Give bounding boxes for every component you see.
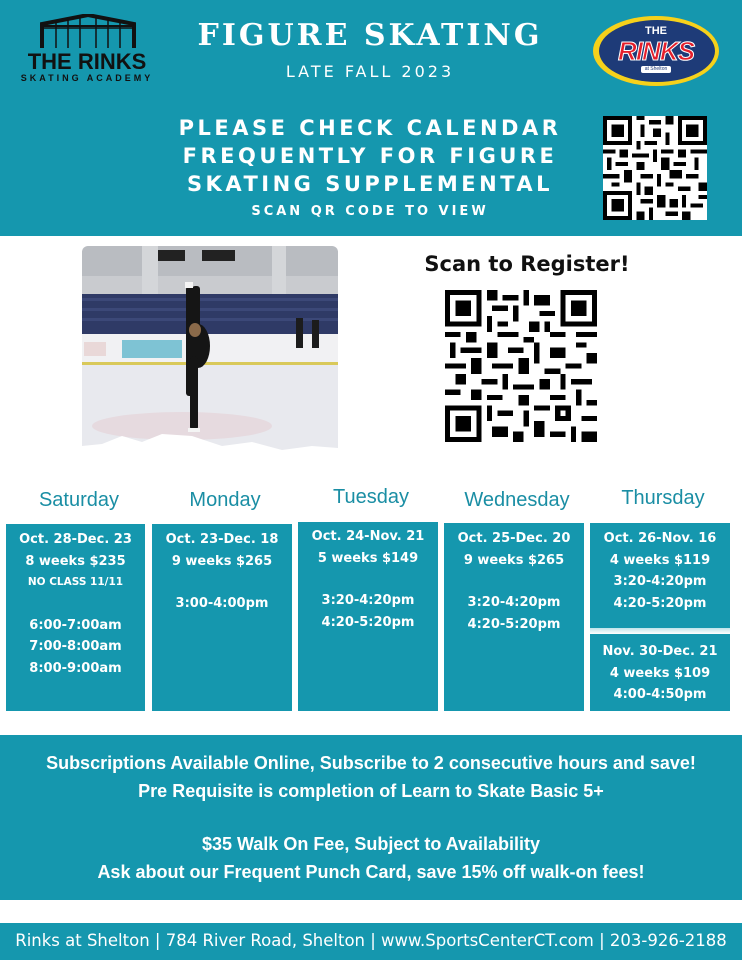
day-heading-saturday: Saturday xyxy=(38,489,120,511)
logo-name: THE RINKS xyxy=(27,49,147,74)
spacer xyxy=(152,572,292,593)
spacer xyxy=(444,571,584,592)
notice-line: SKATING SUPPLEMENTAL xyxy=(186,172,554,196)
date-range: Oct. 24-Nov. 21 xyxy=(311,529,425,544)
day-heading-wednesday: Wednesday xyxy=(464,489,570,511)
page-title: FIGURE SKATING xyxy=(197,18,543,53)
calendar-qr-code-icon[interactable] xyxy=(603,116,707,220)
logo-subtitle: SKATING ACADEMY xyxy=(20,73,154,83)
time-slot: 3:20-4:20pm xyxy=(613,574,707,589)
building-icon xyxy=(38,14,138,48)
schedule-box-wednesday xyxy=(444,523,584,711)
logo-at-shelton: at Shelton xyxy=(641,66,671,73)
price: 8 weeks $235 xyxy=(25,553,126,569)
price: 9 weeks $265 xyxy=(463,552,565,568)
time-slot: 4:20-5:20pm xyxy=(321,614,415,630)
spacer xyxy=(6,594,145,615)
walk-on-fee-info: $35 Walk On Fee, Subject to Availability xyxy=(201,834,541,854)
notice-line: PLEASE CHECK CALENDAR xyxy=(178,116,562,140)
date-range: Oct. 23-Dec. 18 xyxy=(165,532,279,547)
date-range: Oct. 26-Nov. 16 xyxy=(603,531,717,546)
time-slot: 4:00-4:50pm xyxy=(613,687,707,702)
punch-card-info: Ask about our Frequent Punch Card, save 15% off walk-on fees! xyxy=(97,862,645,882)
day-heading-thursday: Thursday xyxy=(621,487,705,509)
calendar-notice xyxy=(150,114,590,198)
the-rinks-logo xyxy=(593,16,719,86)
time-slot: 7:00-8:00am xyxy=(29,639,122,654)
season-subtitle: LATE FALL 2023 xyxy=(285,62,455,81)
price: 4 weeks $119 xyxy=(609,552,711,568)
price: 5 weeks $149 xyxy=(317,550,419,566)
no-class-note: NO CLASS 11/11 xyxy=(27,576,124,588)
subscription-info: Subscriptions Available Online, Subscribe to 2 consecutive hours and save! xyxy=(46,753,696,773)
schedule-box-tuesday xyxy=(298,522,438,711)
schedule-box-monday xyxy=(152,524,292,711)
time-slot: 3:20-4:20pm xyxy=(321,593,415,608)
schedule-box-saturday xyxy=(6,524,145,711)
logo-rinks: RINKS xyxy=(618,36,694,66)
figure-skater-image xyxy=(82,246,338,464)
schedule-box-thursday-session2 xyxy=(590,634,730,711)
time-slot: 3:00-4:00pm xyxy=(175,596,269,611)
scan-qr-instruction: SCAN QR CODE TO VIEW xyxy=(251,204,489,219)
date-range: Nov. 30-Dec. 21 xyxy=(602,644,718,659)
price: 4 weeks $109 xyxy=(609,665,711,681)
date-range: Oct. 25-Dec. 20 xyxy=(457,531,571,546)
price: 9 weeks $265 xyxy=(171,553,273,569)
footer-contact: Rinks at Shelton | 784 River Road, Shelton | www.SportsCenterCT.com | 203-926-2188 xyxy=(15,931,727,950)
schedule-box-thursday-session1 xyxy=(590,523,730,628)
skating-academy-logo xyxy=(8,12,166,86)
day-heading-tuesday: Tuesday xyxy=(333,486,409,508)
time-slot: 3:20-4:20pm xyxy=(467,595,561,610)
date-range: Oct. 28-Dec. 23 xyxy=(19,532,132,547)
time-slot: 8:00-9:00am xyxy=(29,660,122,676)
time-slot: 6:00-7:00am xyxy=(29,617,122,633)
logo-the: THE xyxy=(645,25,667,37)
spacer xyxy=(298,569,438,590)
notice-line: FREQUENTLY FOR FIGURE xyxy=(182,144,558,168)
register-qr-code-icon[interactable] xyxy=(445,290,597,442)
prerequisite-info: Pre Requisite is completion of Learn to Skate Basic 5+ xyxy=(138,781,604,801)
scan-to-register-title: Scan to Register! xyxy=(424,252,630,276)
time-slot: 4:20-5:20pm xyxy=(613,595,707,611)
day-heading-monday: Monday xyxy=(189,489,261,511)
time-slot: 4:20-5:20pm xyxy=(467,616,561,632)
skater-photo xyxy=(82,246,338,464)
